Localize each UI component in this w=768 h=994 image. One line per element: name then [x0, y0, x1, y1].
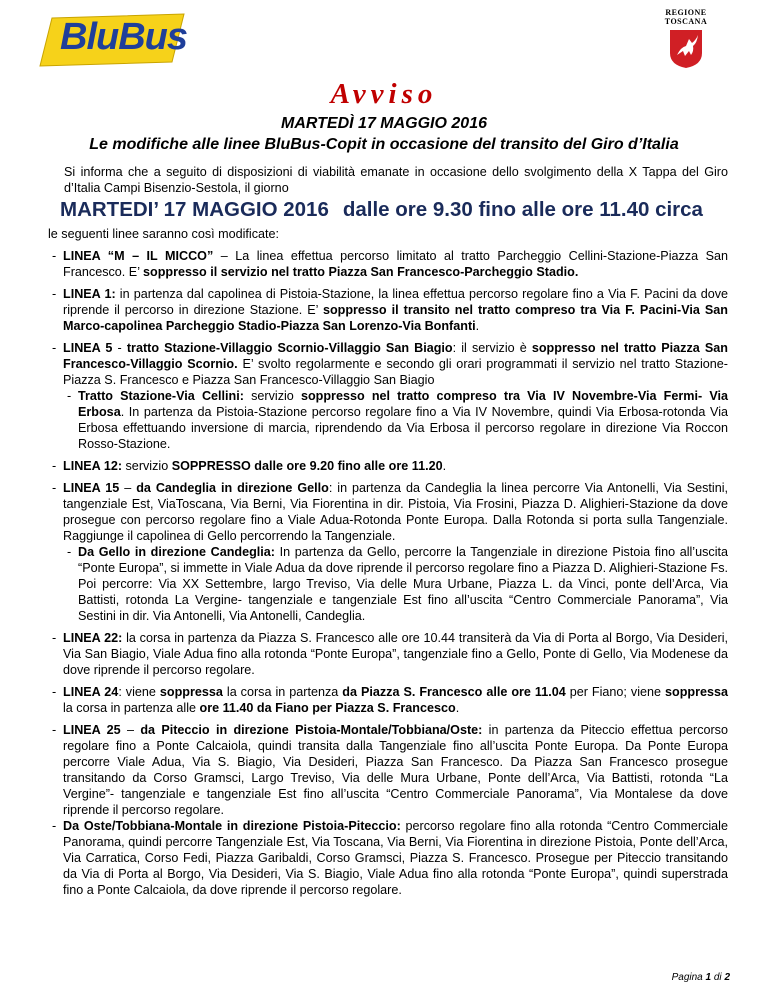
sub-item-linea-25: - Da Oste/Tobbiana-Montale in direzione Pistoia-Piteccio: percorso regolare fino alla rotonda “Centro Commerciale Panorama, quindi percorre Tangenziale Est, Via Toscana, Via Berni, Via Fiorentina in direzione Pistoia, Ponte dell’Arca, Via Carratica, Corso Fedi, Piazza Garibaldi, Corso Gramsci, Piazza S. Francesco. Prosegue per Piteccio transitando da Via di Porta al Borgo, Via Desideri, Via S. Biagio, Viale Adua fino alla rotonda “Ponte Europa”, quindi superstrada fino a Ponte Calcaiola, da dove riprende il percorso regolare. [52, 819, 728, 897]
time-text: dalle ore 9.30 fino alle ore 11.40 circa [342, 198, 703, 221]
date-text: MARTEDI’ 17 MAGGIO 2016 [60, 198, 329, 221]
sub-item-linea-15: - Da Gello in direzione Candeglia: In partenza da Gello, percorre la Tangenziale in direzione Pistoia fino all’uscita “Ponte Europa”, si immette in Viale Adua da dove riprende il percorso regolare fino a Piazza D. Alighieri-Stazione Fs. Poi percorre: Via XX Settembre, largo Treviso, Via delle Mura Urbane, Piazza L. da Vinci, ponte dell’Arca, Via Battisti, rotonda La Vergine- tangenziale e tangenziale Est fino all’uscita “Centro Commerciale Panorama”, Via Sestini in dir. Via Antonelli, Via Antonelli, Candeglia. [67, 545, 729, 623]
blubus-logo [38, 10, 188, 68]
list-item-linea-1: - LINEA 1: in partenza dal capolinea di Pistoia-Stazione, la linea effettua percorso regolare fino a Via F. Pacini da dove riprende il percorso in direzione Stazione. E’ soppresso il transito nel tratto compreso tra Via F. Pacini-Via San Marco-capolinea Parcheggio Stadio-Piazza San Lorenzo-Via Bonfanti. [52, 287, 728, 333]
highlight-date [60, 198, 750, 222]
page-number: Pagina 1 di 2 [671, 972, 730, 983]
followup-text: le seguenti linee saranno così modificate: [48, 227, 280, 241]
region-name: REGIONE TOSCANA [664, 8, 708, 26]
list-item-linea-25: - LINEA 25 – da Piteccio in direzione Pistoia-Montale/Tobbiana/Oste: in partenza da Piteccio effettua percorso regolare fino a Ponte Calcaiola, quindi transita dalla Tangenziale fino all’uscita Ponte Europa. Da Ponte Europa percorre Viale Adua, Via S. Biagio, Via Desideri, Piazza San Francesco. Da Piazza San Francesco prosegue transitando da Corso Gramsci, Largo Treviso, Via delle Mura Urbane, Ponte dell’Arca, Via Battisti, rotonda “La Vergine”- tangenziale e tangenziale Est fino all’uscita “Centro Commerciale Panorama”, Via Montalese da dove riprende il percorso regolare. [52, 723, 728, 817]
line-changes-list [48, 248, 728, 904]
list-item-linea-5: - LINEA 5 - tratto Stazione-Villaggio Scornio-Villaggio San Biagio: il servizio è soppresso nel tratto Piazza San Francesco-Villaggio Scornio. E’ svolto regolarmente e secondo gli orari programmati il servizio nel tratto Stazione-Piazza S. Francesco e Piazza San Francesco-Villaggio San Biagio - Tratto Stazione-Via Cellini: servizio soppresso nel tratto compreso tra Via IV Novembre-Via Fermi- Via Erbosa. In partenza da Pistoia-Stazione percorso regolare fino a Via IV Novembre, quindi Via Erbosa-rotonda Via Erbosa effettuando inversione di marcia, riprendendo da Via Erbosa il percorso regolare in direzione Via Roccon Rosso-Stazione. [52, 341, 728, 451]
subtitle-description: Le modifiche alle linee BluBus-Copit in occasione del transito del Giro d’Italia [89, 136, 679, 153]
subtitle-date: MARTEDÌ 17 MAGGIO 2016 [281, 115, 487, 132]
pegasus-shield-icon [669, 29, 703, 69]
logo-text: BluBus [60, 16, 187, 58]
page-title: Avviso [330, 78, 438, 110]
list-item-linea-22: - LINEA 22: la corsa in partenza da Piazza S. Francesco alle ore 10.44 transiterà da Via di Porta al Borgo, Via Desideri, Via San Biagio, Viale Adua fino alla rotonda “Ponte Europa”, tangenziale fino a Gello, Ponte di Gello, Via Modenese da dove riprende il percorso regolare. [52, 631, 728, 677]
sub-item-linea-5: - Tratto Stazione-Via Cellini: servizio soppresso nel tratto compreso tra Via IV Novembre-Via Fermi- Via Erbosa. In partenza da Pistoia-Stazione percorso regolare fino a Via IV Novembre, quindi Via Erbosa-rotonda Via Erbosa effettuando inversione di marcia, riprendendo da Via Erbosa il percorso regolare in direzione Via Roccon Rosso-Stazione. [67, 389, 728, 451]
list-item-linea-15: - LINEA 15 – da Candeglia in direzione Gello: in partenza da Candeglia la linea percorre Via Antonelli, Via Sestini, tangenziale Est, ViaToscana, Via Berni, Via Fiorentina in dir. Pistoia, Via Frosini, Piazza D. Alighieri-Stazione da dove prosegue con percorso regolare fino a Viale Adua-Rotonda Ponte Europa. Dalla Rotonda si porta sulla Tangenziale. Raggiunge il capolinea di Gello percorrendo la Tangenziale. - Da Gello in direzione Candeglia: In partenza da Gello, percorre la Tangenziale in direzione Pistoia fino all’uscita “Ponte Europa”, si immette in Viale Adua da dove riprende il percorso regolare fino a Piazza D. Alighieri-Stazione Fs. Poi percorre: Via XX Settembre, largo Treviso, Via delle Mura Urbane, Piazza L. da Vinci, ponte dell’Arca, Via Battisti, rotonda La Vergine- tangenziale e tangenziale Est fino all’uscita “Centro Commerciale Panorama”, Via Sestini in dir. Via Antonelli, Via Antonelli, Candeglia. [52, 481, 729, 623]
list-item-linea-12: - LINEA 12: servizio SOPPRESSO dalle ore 9.20 fino alle ore 11.20. [52, 459, 447, 473]
list-item-linea-m: - LINEA “M – IL MICCO” – La linea effettua percorso limitato al tratto Parcheggio Cellini-Stazione-Piazza San Francesco. E’ soppresso il servizio nel tratto Piazza San Francesco-Parcheggio Stadio. [52, 249, 728, 279]
regione-toscana-logo [656, 8, 716, 74]
list-item-linea-24: - LINEA 24: viene soppressa la corsa in partenza da Piazza S. Francesco alle ore 11.04 per Fiano; viene soppressa la corsa in partenza alle ore 11.40 da Fiano per Piazza S. Francesco. [52, 685, 729, 715]
intro-paragraph: Si informa che a seguito di disposizioni di viabilità emanate in occasione dello svolgimento della X Tappa del Giro d’Italia Campi Bisenzio-Sestola, il giorno [64, 165, 728, 195]
